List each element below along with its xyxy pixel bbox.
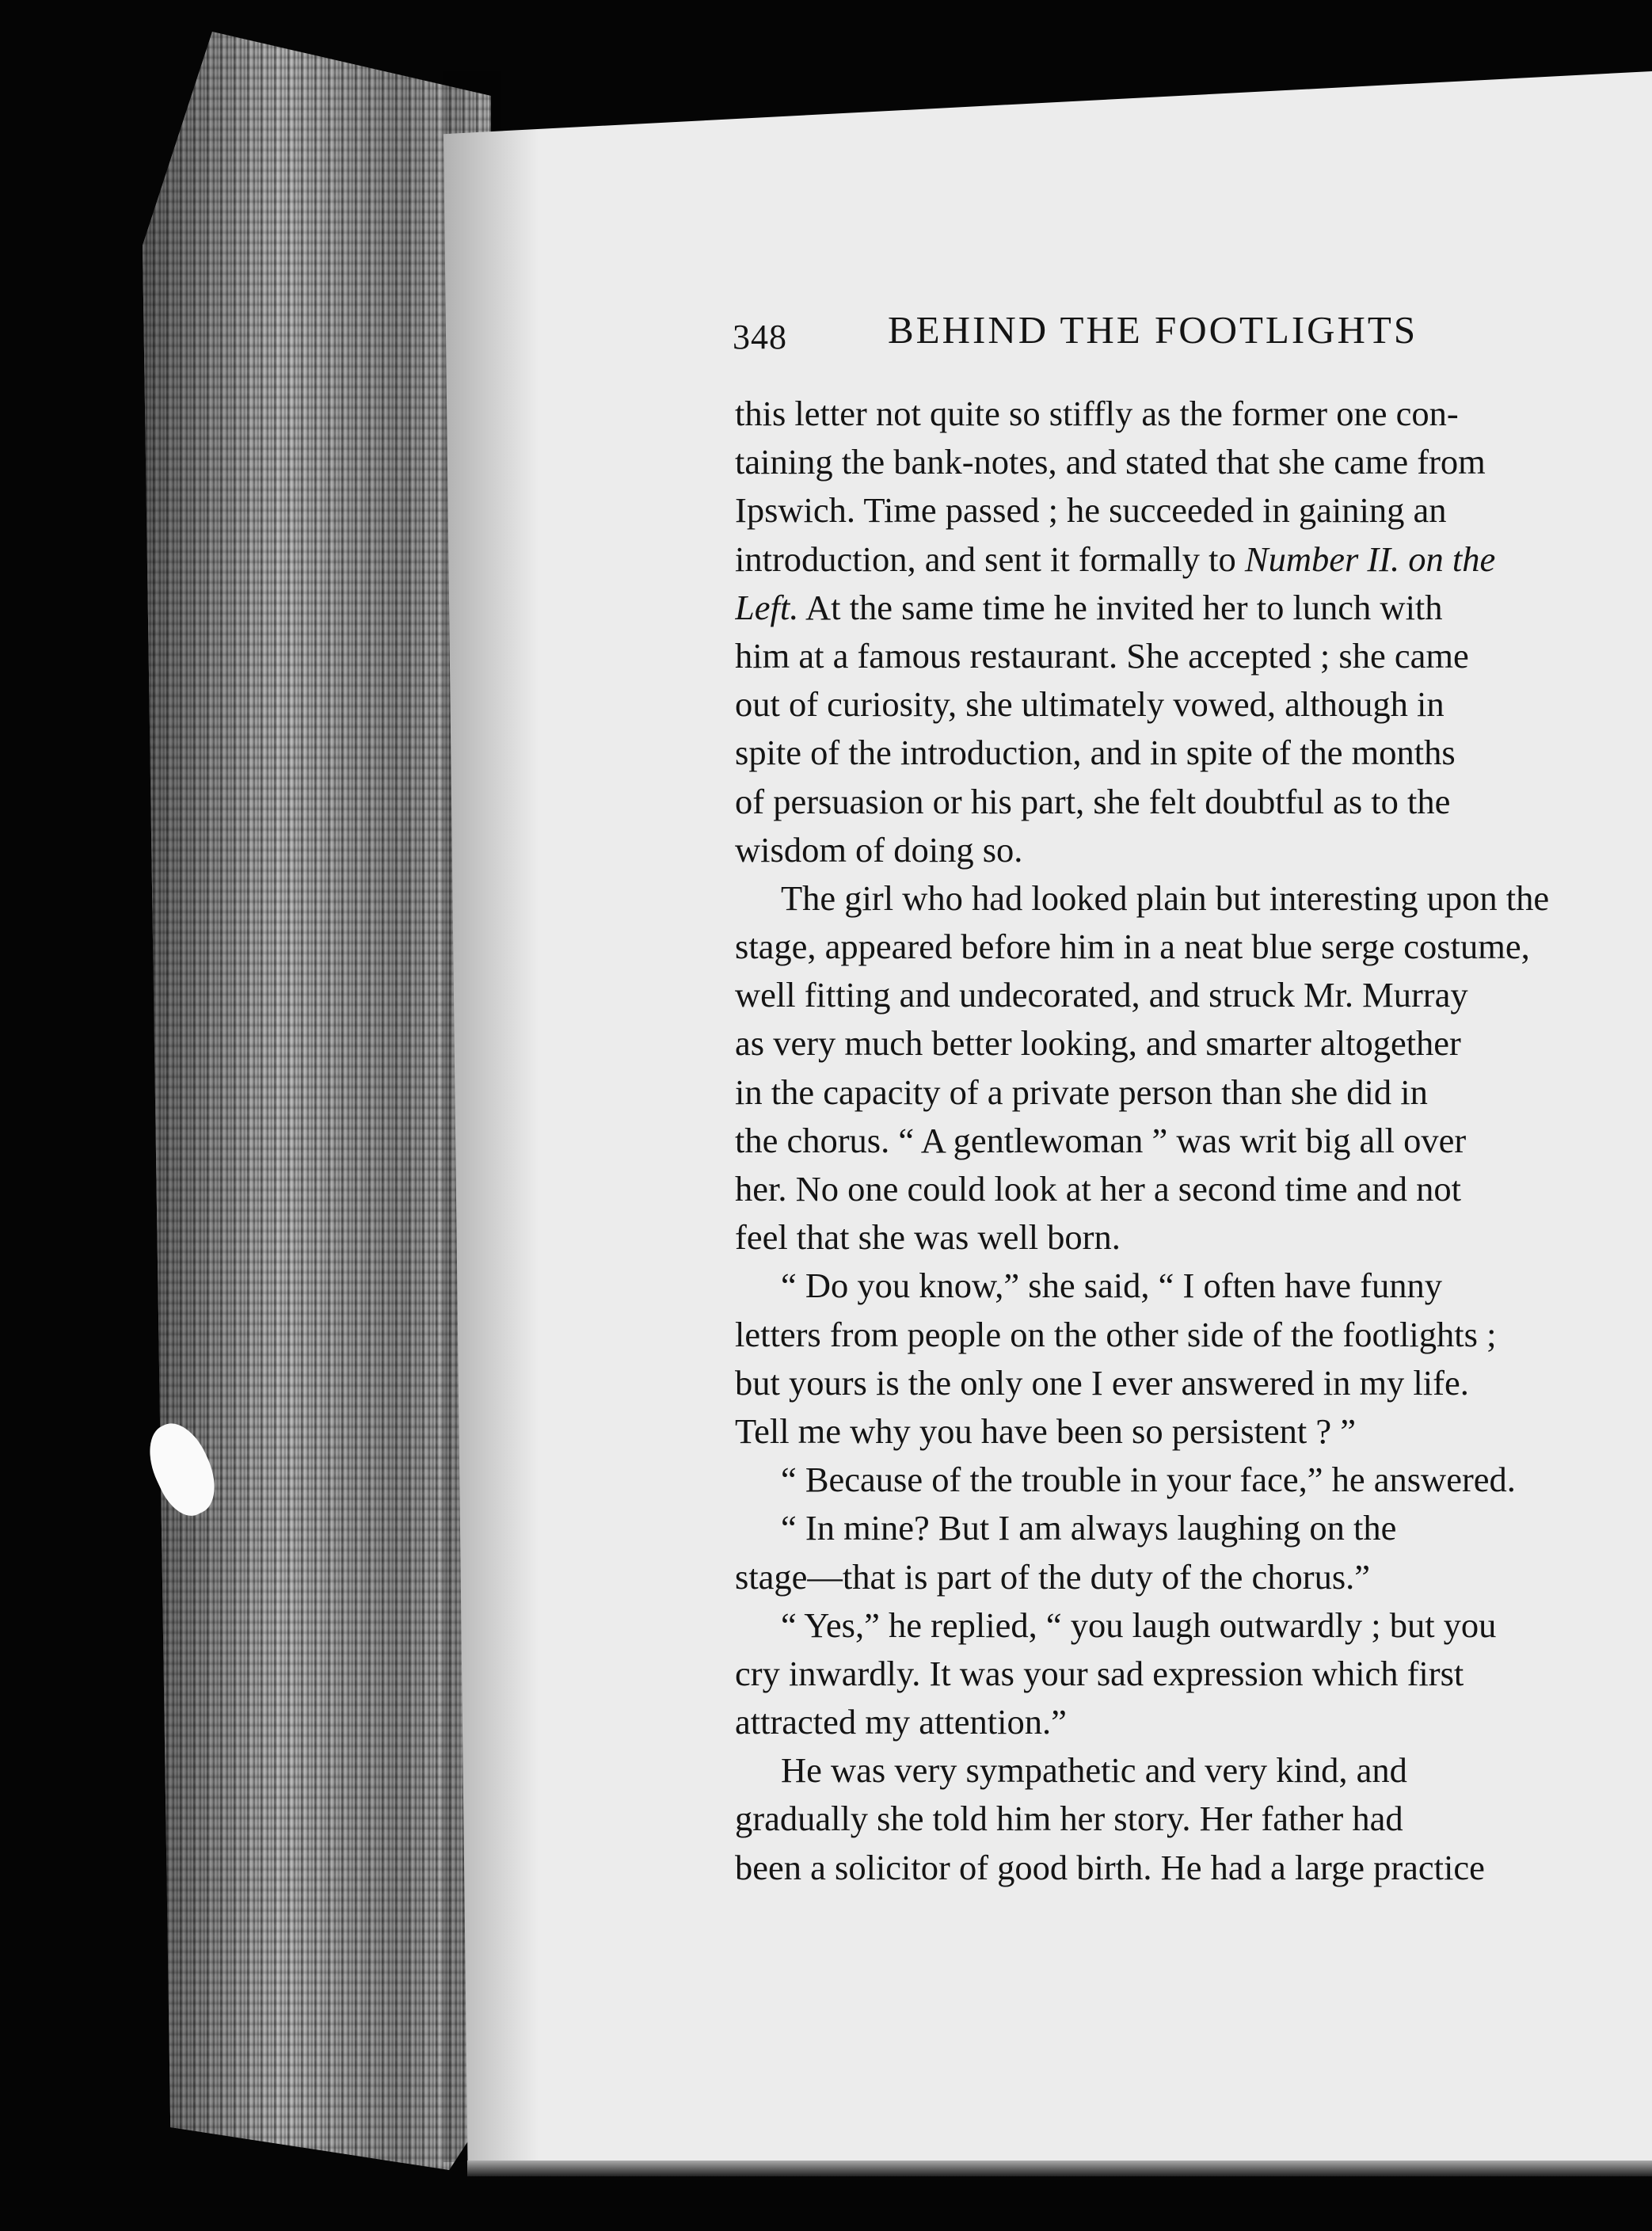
text-line: Tell me why you have been so persistent ? ” [735,1411,1357,1451]
text-line: in the capacity of a private person than she did in [735,1072,1428,1112]
running-head [733,307,1652,363]
text-line: attracted my attention.” [735,1702,1067,1742]
paragraph-first-line: “ Yes,” he replied, “ you laugh outwardly ; but you [781,1605,1497,1645]
text-line: been a solicitor of good birth. He had a large practice [735,1847,1485,1887]
paragraph-first-line: He was very sympathetic and very kind, and [781,1750,1407,1791]
body-text [735,390,1652,1892]
page-number: 348 [733,318,787,356]
text-line: cry inwardly. It was your sad expression which first [735,1653,1464,1693]
text-line-with-italic [735,535,1652,584]
book-title: BEHIND THE FOOTLIGHTS [888,308,1418,352]
italic-title-fragment: Left. [735,587,799,627]
paragraph-first-line: “ Because of the trouble in your face,” he answered. [781,1460,1516,1500]
text-line: Ipswich. Time passed ; he succeeded in gaining an [735,490,1447,531]
italic-title-fragment: Number II. on the [1244,539,1496,579]
book-fore-edge-shadow [143,32,491,2170]
text-fragment: At the same time he invited her to lunch with [798,587,1443,627]
text-line: her. No one could look at her a second time and not [735,1169,1461,1209]
paragraph-first-line: “ In mine? But I am always laughing on the [781,1508,1397,1548]
text-line: the chorus. “ A gentlewoman ” was writ big all over [735,1120,1467,1160]
text-line: feel that she was well born. [735,1217,1121,1258]
gutter-shadow [443,71,539,2162]
text-line: letters from people on the other side of the footlights ; [735,1314,1497,1354]
text-line: taining the bank-notes, and stated that she came from [735,442,1486,482]
text-line-with-italic [735,584,1652,632]
book-bottom-edge [467,2161,1652,2176]
text-line: well fitting and undecorated, and struck Mr. Murray [735,975,1468,1015]
paragraph-first-line: The girl who had looked plain but interesting upon the [781,878,1550,918]
text-line: this letter not quite so stiffly as the former one con- [735,394,1459,433]
paragraph-first-line: “ Do you know,” she said, “ I often have funny [781,1266,1442,1306]
text-line: him at a famous restaurant. She accepted ; she came [735,635,1469,676]
text-line: spite of the introduction, and in spite of the months [735,733,1456,773]
text-fragment: introduction, and sent it formally to [735,539,1245,579]
text-line: out of curiosity, she ultimately vowed, although in [735,684,1445,725]
text-line: gradually she told him her story. Her father had [735,1799,1403,1839]
text-line: stage, appeared before him in a neat blue serge costume, [735,927,1530,967]
text-line: but yours is the only one I ever answered in my life. [735,1362,1469,1403]
text-line: wisdom of doing so. [735,829,1023,870]
text-line: of persuasion or his part, she felt doubtful as to the [735,781,1451,821]
text-line: stage—that is part of the duty of the chorus.” [735,1556,1371,1597]
text-line: as very much better looking, and smarter altogether [735,1023,1461,1064]
